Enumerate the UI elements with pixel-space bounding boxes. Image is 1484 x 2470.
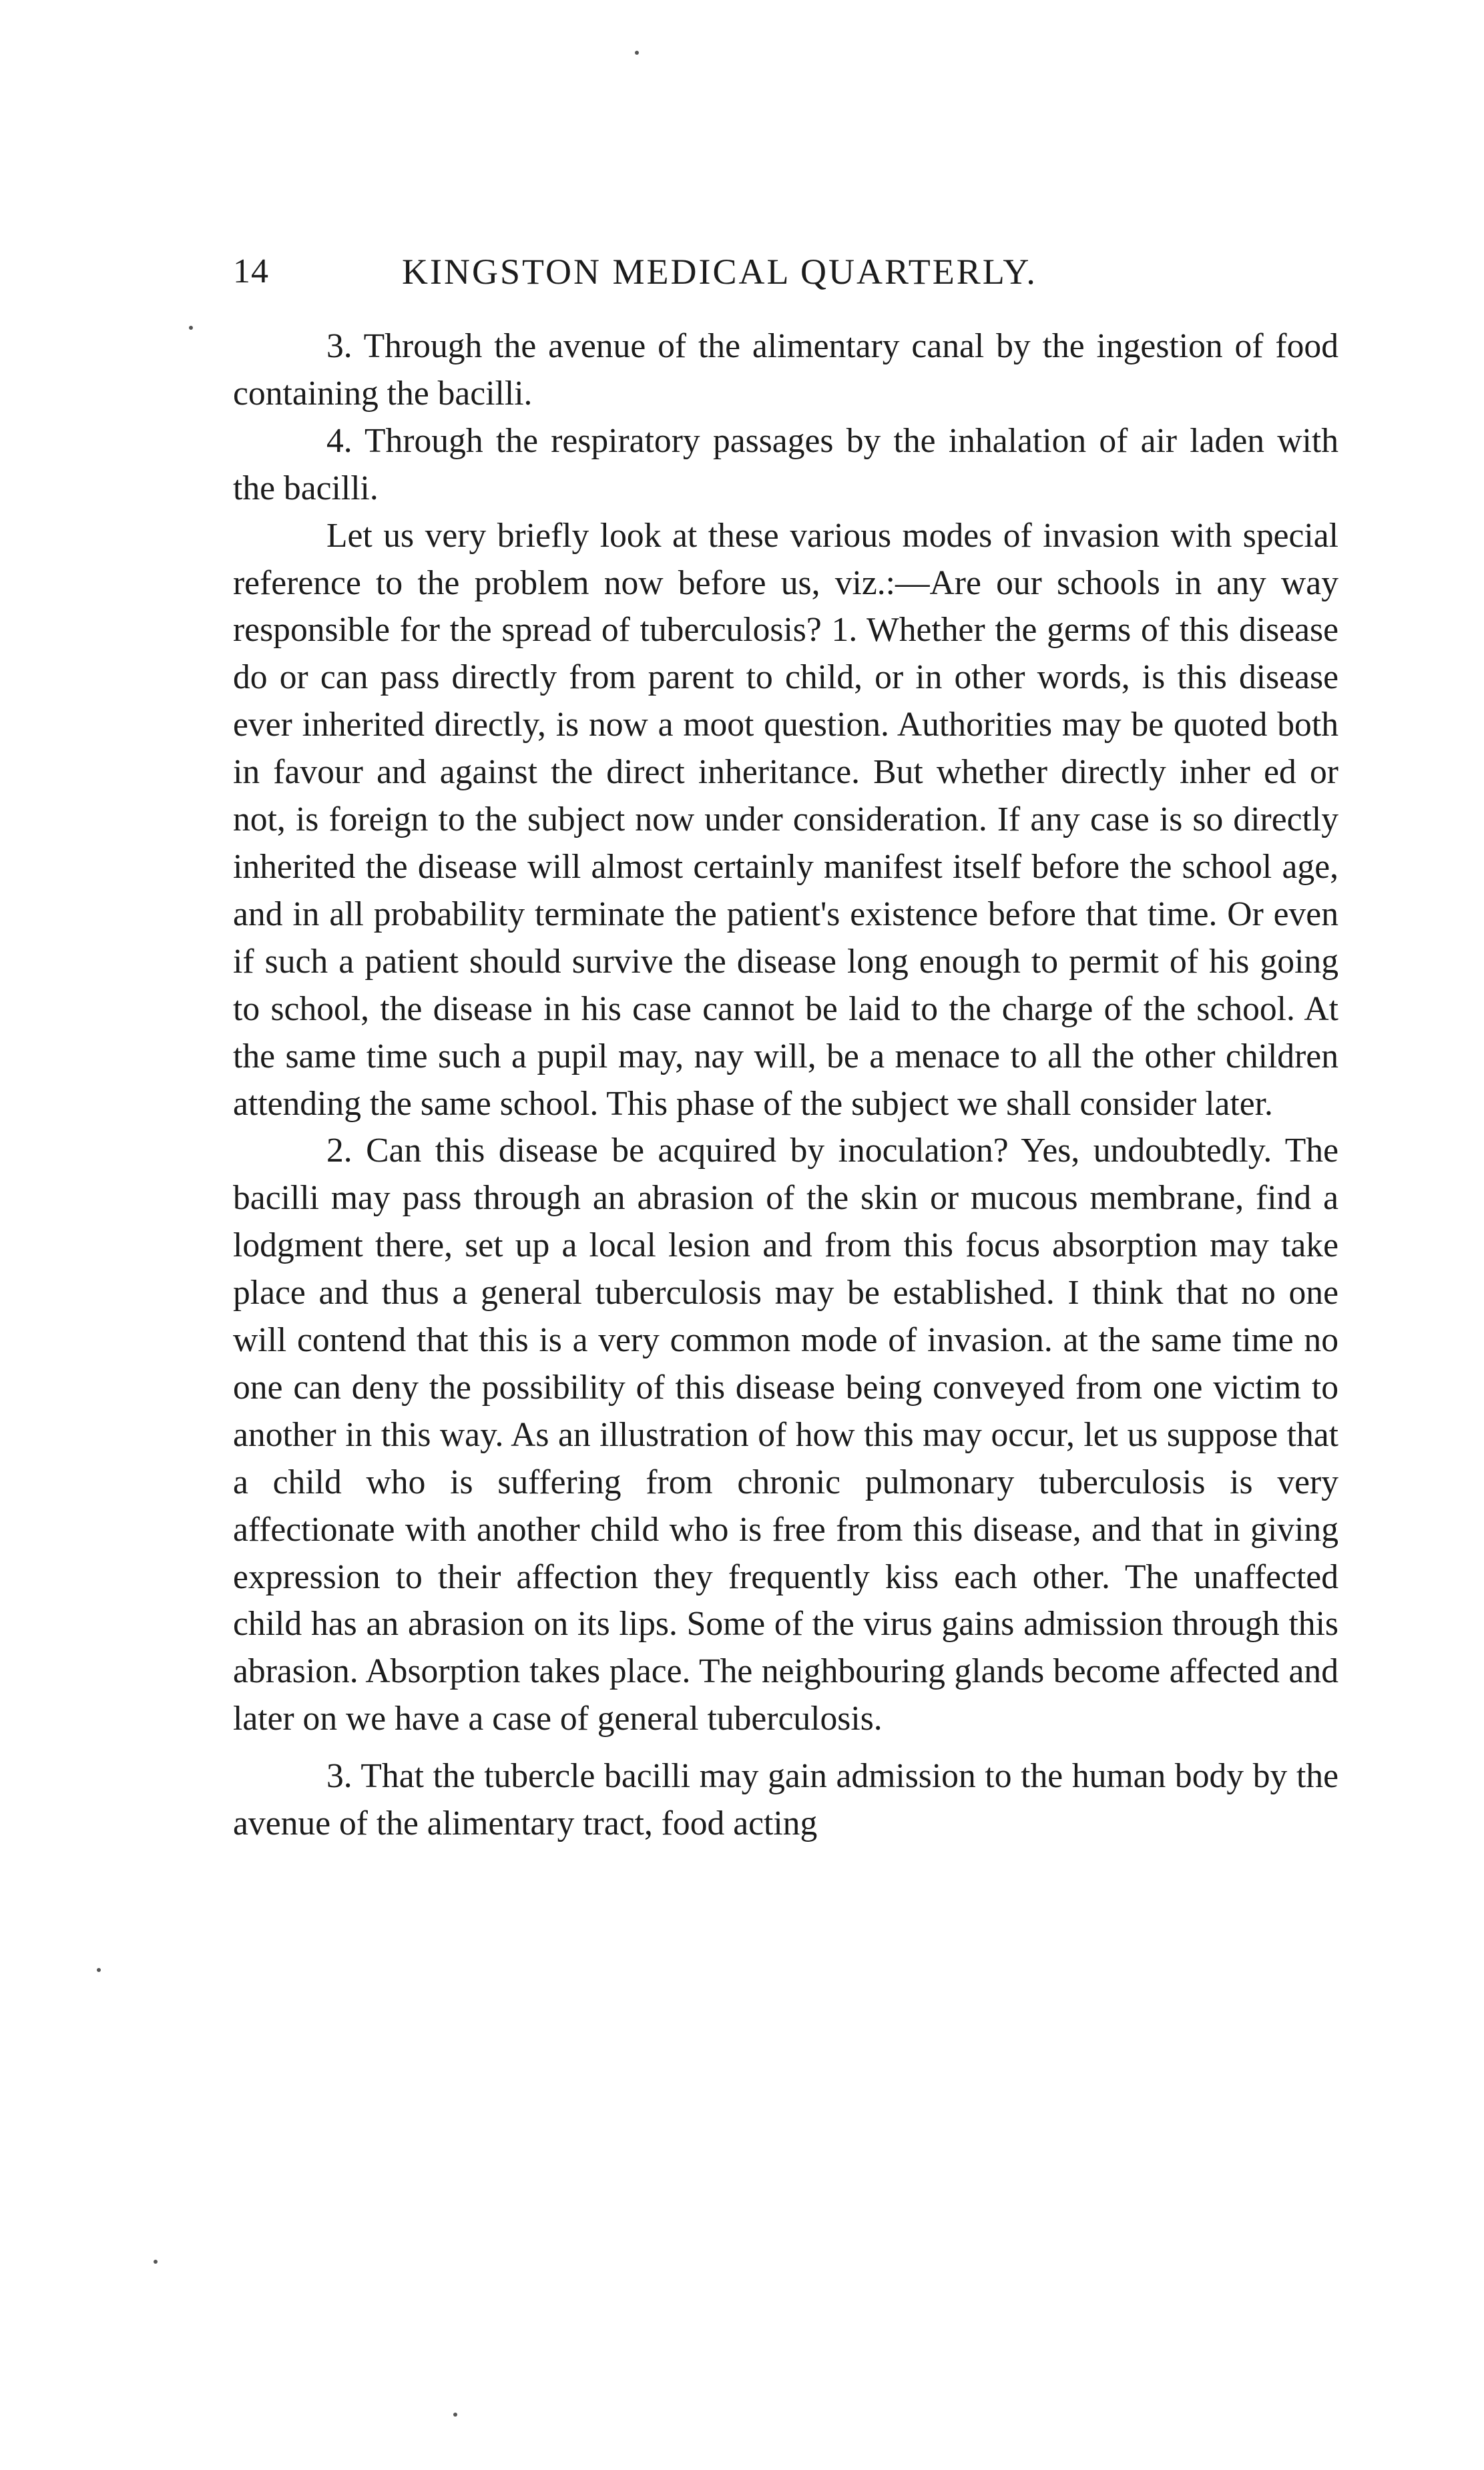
scan-speck bbox=[154, 2260, 158, 2264]
running-title: KINGSTON MEDICAL QUARTERLY. bbox=[402, 252, 1037, 292]
scan-speck bbox=[635, 51, 639, 55]
scan-speck bbox=[97, 1968, 101, 1972]
page-number: 14 bbox=[233, 252, 269, 290]
running-header bbox=[233, 248, 1338, 295]
paragraph-alimentary-tract: 3. That the tubercle bacilli may gain admission to the human body by the avenue of the alimentary tract, food acting bbox=[233, 1757, 1338, 1843]
scan-speck bbox=[453, 2413, 457, 2417]
scan-speck bbox=[189, 326, 193, 330]
paragraph-inoculation: 2. Can this disease be acquired by inoculation? Yes, undoubtedly. The bacilli may pass through an abrasion of the skin or mucous membrane, find a lodgment there, set up a local lesion and from this focus absorption may take place and thus a general tuberculosis may be established. I think that no one will contend that this is a very common mode of invasion. at the same time no one can deny the possibility of this disease being conveyed from one victim to another in this way. As an illustration of how this may occur, let us suppose that a child who is suffering from chronic pulmonary tuberculosis is very affectionate with another child who is free from this disease, and that in giving expression to their affection they frequently kiss each other. The unaffected child has an abrasion on its lips. Some of the virus gains admission through this abrasion. Absorption takes place. The neighbouring glands become affected and later on we have a case of general tuberculosis. bbox=[233, 1132, 1338, 1738]
paragraph-modes-of-invasion: Let us very briefly look at these various modes of invasion with special reference to the problem now before us, viz.:—Are our schools in any way responsible for the spread of tuberculosis? 1. Whether the germs of this disease do or can pass directly from parent to child, or in other words, is this disease ever inherited directly, is now a moot question. Authorities may be quoted both in favour and against the direct inheritance. But whether directly inher ed or not, is foreign to the subject now under consideration. If any case is so directly inherited the disease will almost certainly manifest itself before the school age, and in all probability terminate the patient's existence before that time. Or even if such a patient should survive the disease long enough to permit of his going to school, the disease in his case cannot be laid to the charge of the school. At the same time such a pupil may, nay will, be a menace to all the other children attending the same school. This phase of the subject we shall consider later. bbox=[233, 516, 1338, 1123]
paragraph-respiratory-passages: 4. Through the respiratory passages by the inhalation of air laden with the bacilli. bbox=[233, 421, 1338, 507]
body-text bbox=[233, 323, 1338, 1848]
paragraph-alimentary-canal: 3. Through the avenue of the alimentary canal by the ingestion of food containing the bacilli. bbox=[233, 327, 1338, 413]
